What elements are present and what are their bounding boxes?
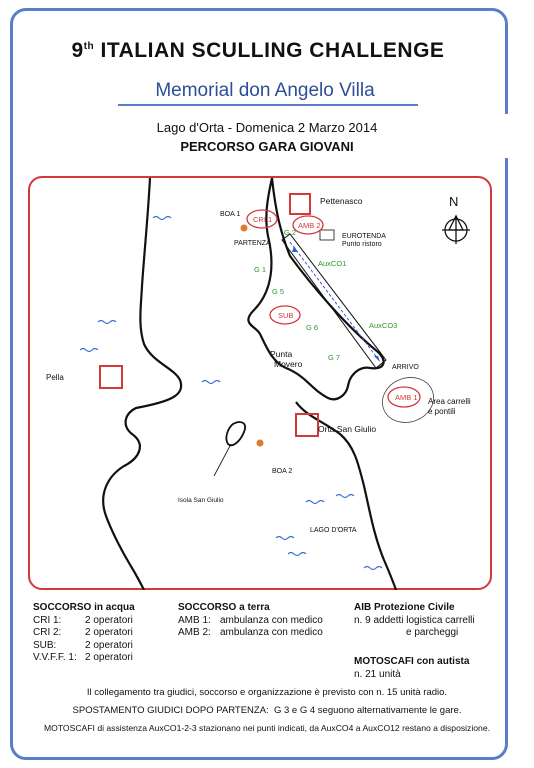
label-pontili: e pontili: [428, 407, 456, 416]
compass-icon: [442, 216, 470, 244]
judge-g7: G 7: [328, 353, 341, 362]
venue-date: Lago d'Orta - Domenica 2 Marzo 2014: [156, 120, 378, 135]
label-area-carrelli: Area carrelli: [428, 397, 471, 406]
isola-leader: [214, 444, 231, 476]
legend-water: SOCCORSO in acqua CRI 1: 2 operatori CRI 2: 2 operatori SUB: 2 operatori V.V.F.F. 1: 2 operatori: [33, 602, 135, 663]
memorial-subtitle: Memorial don Angelo Villa: [155, 80, 375, 101]
wave-icons: [80, 217, 382, 570]
oval-cri1-text: CRI 1: [253, 215, 273, 224]
label-partenza: PARTENZA: [234, 240, 271, 247]
isola-san-giulio: [226, 422, 245, 445]
pella-marker: [100, 366, 122, 388]
oval-amb1-text: AMB 1: [395, 393, 418, 402]
boa-2-buoy: [257, 440, 264, 447]
label-pella: Pella: [46, 373, 64, 382]
label-eurotenda: EUROTENDA: [342, 233, 386, 240]
judge-g5: G 5: [272, 287, 285, 296]
label-punta: Punta: [270, 349, 293, 359]
oval-amb2-text: AMB 2: [298, 221, 321, 230]
label-lago: LAGO D'ORTA: [310, 527, 357, 534]
note-motoscafi: MOTOSCAFI di assistenza AuxCO1-2-3 stazionano nei punti indicati, da AuxCO4 a AuxCO12 restano a disposizione.: [44, 723, 490, 733]
west-shoreline: [103, 178, 181, 590]
pettenasco-marker: [290, 194, 310, 214]
label-pettenasco: Pettenasco: [320, 196, 363, 206]
race-course: [282, 234, 386, 368]
lake-map: [28, 176, 492, 590]
eurotenda-marker: [320, 230, 334, 240]
note-spostamento: SPOSTAMENTO GIUDICI DOPO PARTENZA: G 3 e G 4 seguono alternativamente le gare.: [72, 705, 462, 716]
memorial-underline: [118, 104, 418, 106]
judge-g2: G 2: [284, 228, 297, 237]
compass-n: N: [449, 194, 459, 209]
aux-co3: AuxCO3: [369, 321, 398, 330]
label-arrivo: ARRIVO: [392, 364, 419, 371]
legend-land: SOCCORSO a terra AMB 1: ambulanza con medico AMB 2: ambulanza con medico: [178, 602, 323, 638]
note-radio: Il collegamento tra giudici, soccorso e organizzazione è previsto con n. 15 unità radio.: [86, 687, 448, 698]
course-title: PERCORSO GARA GIOVANI: [180, 139, 354, 154]
label-boa1: BOA 1: [220, 211, 241, 218]
aux-co1: AuxCO1: [318, 259, 347, 268]
label-isola: Isola San Giulio: [178, 497, 224, 504]
legend-aib: AIB Protezione Civile n. 9 addetti logistica carrelli e parcheggi: [354, 602, 475, 638]
legend-motoscafi: MOTOSCAFI con autista n. 21 unità: [354, 656, 470, 680]
label-punto-ristoro: Punto ristoro: [342, 241, 382, 248]
oval-sub-text: SUB: [278, 311, 294, 320]
judge-g6: G 6: [306, 323, 319, 332]
label-orta: Orta San Giulio: [318, 424, 377, 434]
judge-g1: G 1: [254, 265, 267, 274]
label-boa2: BOA 2: [272, 468, 293, 475]
boa-1-buoy: [241, 225, 248, 232]
event-title: 9th ITALIAN SCULLING CHALLENGE: [36, 30, 480, 64]
label-movero: Movero: [274, 359, 303, 369]
